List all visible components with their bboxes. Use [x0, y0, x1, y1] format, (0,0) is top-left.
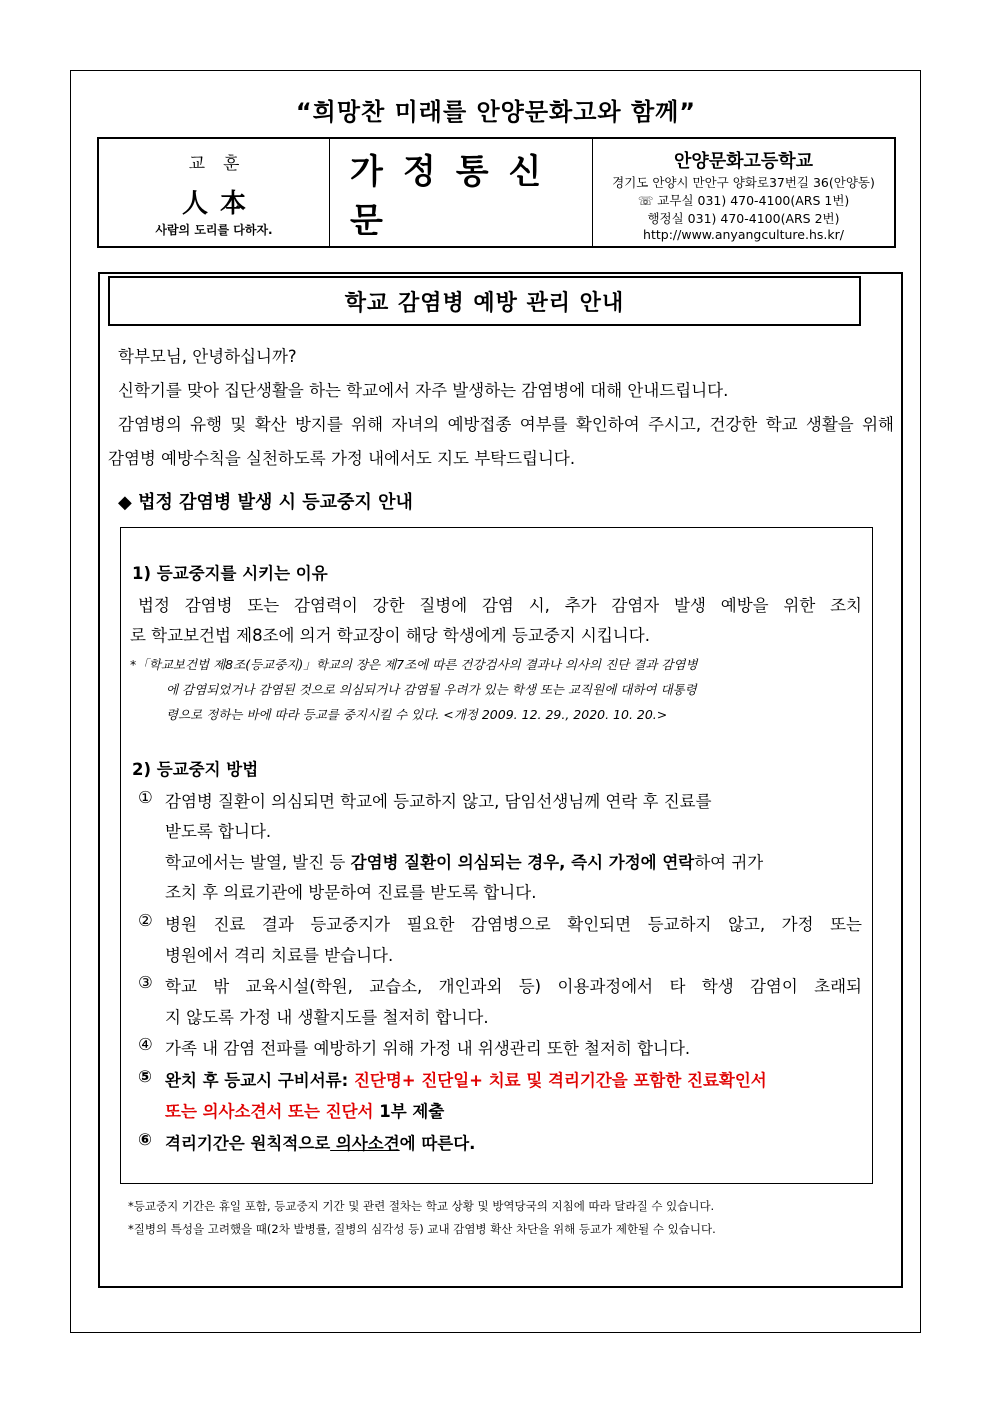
item5-line-2: [165, 1098, 444, 1122]
item5-required-docs: 진단명+ 진단일+ 치료 및 격리기간을 포함한 진료확인서: [353, 1071, 767, 1090]
item3-line-2: 지 않도록 가정 내 생활지도를 철저히 합니다.: [165, 1008, 489, 1027]
item1-emphasis: 감염병 질환이 의심되는 경우, 즉시 가정에 연락: [350, 853, 695, 872]
item1-line-1: 감염병 질환이 의심되면 학교에 등교하지 않고, 담임선생님께 연락 후 진료를: [165, 792, 712, 811]
school-address: 경기도 안양시 만안구 양화로37번길 36(안양동): [612, 175, 875, 190]
law-note-1: *「학교보건법 제8조(등교중지)」학교의 장은 제7조에 따른 건강검사의 결과나 의사의 진단 결과 감염병: [130, 657, 698, 672]
greeting: 학부모님, 안녕하십니까?: [118, 347, 297, 366]
newsletter-title: 가정통신문: [350, 151, 562, 241]
school-website-link[interactable]: http://www.anyangculture.hs.kr/: [643, 227, 844, 242]
intro-line-2: 감염병의 유행 및 확산 방지를 위해 자녀의 예방접종 여부를 확인하여 주시고, 건강한 학교 생활을 위해: [118, 415, 894, 434]
law-note-2: 에 감염되었거나 감염된 것으로 의심되거나 감염될 우려가 있는 학생 또는 교직원에 대하여 대통령: [166, 682, 697, 697]
item1-line-4: 조치 후 의료기관에 방문하여 진료를 받도록 합니다.: [165, 883, 537, 902]
phone-office: ☏ 교무실 031) 470-4100(ARS 1번): [637, 193, 850, 208]
reason-heading: 1) 등교중지를 시키는 이유: [132, 564, 328, 583]
school-motto-cell: [99, 139, 330, 246]
item3-number: ③: [138, 973, 153, 992]
header-table: [97, 137, 896, 248]
school-info-cell: [593, 139, 894, 246]
item5-required-docs-2: 또는 의사소견서 또는 진단서: [165, 1102, 374, 1121]
item4-number: ④: [138, 1035, 153, 1054]
item1-line-2: 받도록 합니다.: [165, 822, 272, 841]
phone-admin: 행정실 031) 470-4100(ARS 2번): [647, 211, 840, 226]
footnote-1: *등교중지 기간은 휴일 포함, 등교중지 기간 및 관련 절차는 학교 상황 및 방역당국의 지침에 따라 달라질 수 있습니다.: [128, 1199, 715, 1213]
law-note-3: 령으로 정하는 바에 따라 등교를 중지시킬 수 있다. <개정 2009. 12. 29., 2020. 10. 20.>: [166, 707, 668, 722]
item5-line-1: [165, 1067, 767, 1091]
item2-line-2: 병원에서 격리 치료를 받습니다.: [165, 946, 394, 965]
newsletter-title-cell: [330, 139, 593, 246]
item6-tail: 에 따른다.: [399, 1134, 476, 1153]
intro-line-3: 감염병 예방수칙을 실천하도록 가정 내에서도 지도 부탁드립니다.: [108, 449, 576, 468]
footnote-2: *질병의 특성을 고려했을 때(2차 발병률, 질병의 심각성 등) 교내 감염병 확산 차단을 위해 등교가 제한될 수 있습니다.: [128, 1222, 716, 1236]
motto-subtitle: 사람의 도리를 다하자.: [155, 223, 273, 237]
item1-line-3-text: 학교에서는 발열, 발진 등: [165, 853, 351, 872]
item3-line-1: 학교 밖 교육시설(학원, 교습소, 개인과외 등) 이용과정에서 타 학생 감염이 초래되: [165, 977, 862, 996]
item1-line-3-tail: 하여 귀가: [694, 853, 764, 872]
item1-line-3: [165, 849, 763, 873]
item1-number: ①: [138, 788, 153, 807]
school-name: 안양문화고등학교: [673, 151, 814, 172]
item5-tail: 1부 제출: [373, 1102, 445, 1121]
slogan: “희망찬 미래를 안양문화고와 함께”: [295, 98, 697, 126]
item6-underlined: 의사소견: [330, 1134, 400, 1153]
item2-number: ②: [138, 911, 153, 930]
item6-text: 격리기간은 원칙적으로: [165, 1134, 331, 1153]
reason-line-1: 법정 감염병 또는 감염력이 강한 질병에 감염 시, 추가 감염자 발생 예방을 위한 조치: [138, 596, 862, 615]
reason-line-2: 로 학교보건법 제8조에 의거 학교장이 해당 학생에게 등교중지 시킵니다.: [130, 626, 650, 645]
item6-line-1: [165, 1130, 475, 1154]
intro-line-1: 신학기를 맞아 집단생활을 하는 학교에서 자주 발생하는 감염병에 대해 안내드립니다.: [118, 381, 729, 400]
item4-line-1: 가족 내 감염 전파를 예방하기 위해 가정 내 위생관리 또한 철저히 합니다.: [165, 1039, 691, 1058]
notice-title: 학교 감염병 예방 관리 안내: [108, 276, 861, 326]
motto-value: 人本: [181, 189, 258, 219]
item2-line-1: 병원 진료 결과 등교중지가 필요한 감염병으로 확인되면 등교하지 않고, 가정 또는: [165, 915, 862, 934]
method-heading: 2) 등교중지 방법: [132, 760, 259, 779]
item6-number: ⑥: [138, 1130, 152, 1149]
item5-label: 완치 후 등교시 구비서류:: [165, 1071, 354, 1090]
motto-label: 교훈: [188, 154, 258, 174]
section-heading: ◆ 법정 감염병 발생 시 등교중지 안내: [118, 492, 413, 513]
item5-number: ⑤: [138, 1067, 152, 1086]
